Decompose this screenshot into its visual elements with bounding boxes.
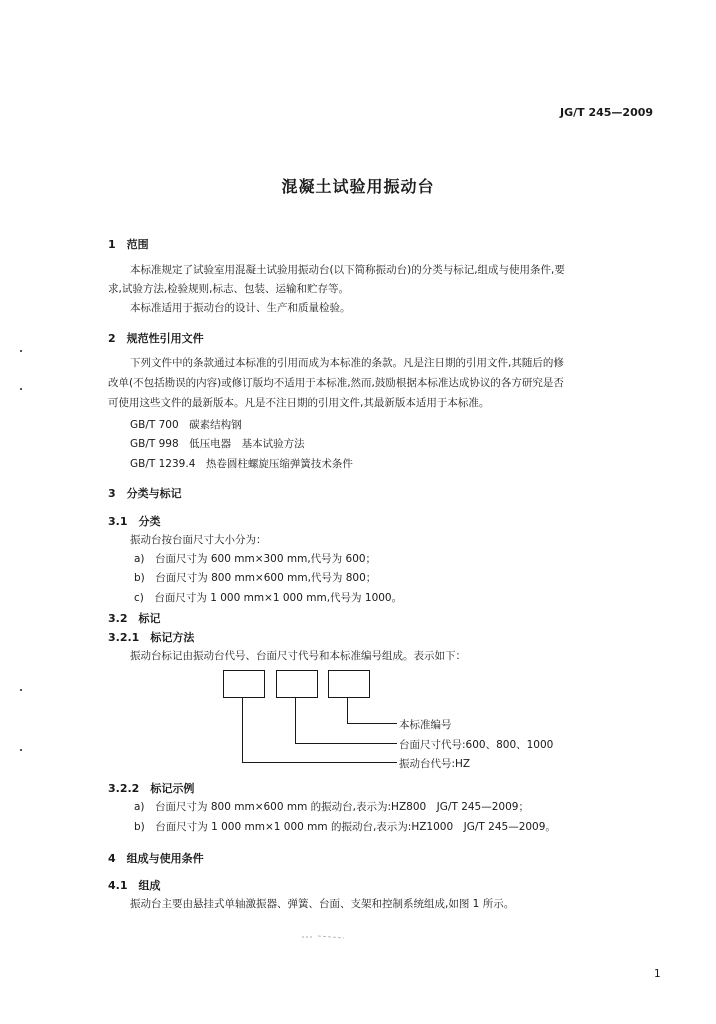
section-3-heading: 3 分类与标记 (108, 487, 182, 500)
diagram-label-size-code: 台面尺寸代号:600、800、1000 (399, 739, 554, 751)
marking-example-item: a) 台面尺寸为 800 mm×600 mm 的振动台,表示为:HZ800 JG/T 245—2009； (134, 801, 529, 813)
classification-item: c) 台面尺寸为 1 000 mm×1 000 mm,代号为 1000。 (134, 592, 403, 604)
marking-box-size-code (276, 670, 318, 698)
scan-speck (20, 749, 22, 751)
section-4-1-text: 振动台主要由悬挂式单轴激振器、弹簧、台面、支架和控制系统组成,如图 1 所示。 (130, 898, 515, 910)
section-2-heading: 2 规范性引用文件 (108, 332, 204, 345)
diagram-label-standard-number: 本标准编号 (399, 719, 452, 731)
section-1-heading: 1 范围 (108, 238, 149, 251)
leader-line (295, 743, 397, 744)
reference-item: GB/T 700 碳素结构钢 (130, 419, 242, 431)
section-4-heading: 4 组成与使用条件 (108, 852, 204, 865)
reference-item: GB/T 998 低压电器 基本试验方法 (130, 438, 305, 450)
section-3-1-heading: 3.1 分类 (108, 515, 161, 528)
scan-speck (20, 689, 22, 691)
section-2-paragraph-line: 下列文件中的条款通过本标准的引用而成为本标准的条款。凡是注日期的引用文件,其随后的修 (130, 357, 564, 369)
leader-line (347, 723, 397, 724)
diagram-label-equipment-code: 振动台代号:HZ (399, 758, 471, 770)
section-2-paragraph-line: 可使用这些文件的最新版本。凡是不注日期的引用文件,其最新版本适用于本标准。 (108, 397, 490, 409)
document-title: 混凝土试验用振动台 (281, 177, 435, 196)
section-1-paragraph: 本标准适用于振动台的设计、生产和质量检验。 (130, 302, 351, 314)
section-3-1-intro: 振动台按台面尺寸大小分为： (130, 534, 267, 546)
leader-line (242, 698, 243, 763)
section-1-paragraph-line: 求,试验方法,检验规则,标志、包装、运输和贮存等。 (108, 283, 350, 295)
section-3-2-1-heading: 3.2.1 标记方法 (108, 631, 195, 644)
section-2-paragraph-line: 改单(不包括勘误的内容)或修订版均不适用于本标准,然而,鼓励根据本标准达成协议的各方研究是否 (108, 377, 564, 389)
reference-item: GB/T 1239.4 热卷圆柱螺旋压缩弹簧技术条件 (130, 458, 353, 470)
section-3-2-2-heading: 3.2.2 标记示例 (108, 782, 195, 795)
classification-item: a) 台面尺寸为 600 mm×300 mm,代号为 600； (134, 553, 377, 565)
scan-speck (20, 350, 22, 352)
scan-smudge (300, 932, 350, 942)
classification-item: b) 台面尺寸为 800 mm×600 mm,代号为 800； (134, 572, 377, 584)
marking-box-equipment-code (223, 670, 265, 698)
marking-example-item: b) 台面尺寸为 1 000 mm×1 000 mm 的振动台,表示为:HZ1000 JG/T 245—2009。 (134, 821, 556, 833)
section-4-1-heading: 4.1 组成 (108, 879, 161, 892)
leader-line (347, 698, 348, 724)
page-number: 1 (654, 968, 661, 980)
section-3-2-1-text: 振动台标记由振动台代号、台面尺寸代号和本标准编号组成。表示如下： (130, 650, 466, 662)
marking-box-standard-number (328, 670, 370, 698)
leader-line (295, 698, 296, 744)
document-code: JG/T 245—2009 (560, 106, 654, 119)
leader-line (242, 762, 397, 763)
scan-speck (20, 388, 22, 390)
section-1-paragraph-line: 本标准规定了试验室用混凝土试验用振动台(以下简称振动台)的分类与标记,组成与使用条件,要 (130, 264, 565, 276)
section-3-2-heading: 3.2 标记 (108, 612, 161, 625)
